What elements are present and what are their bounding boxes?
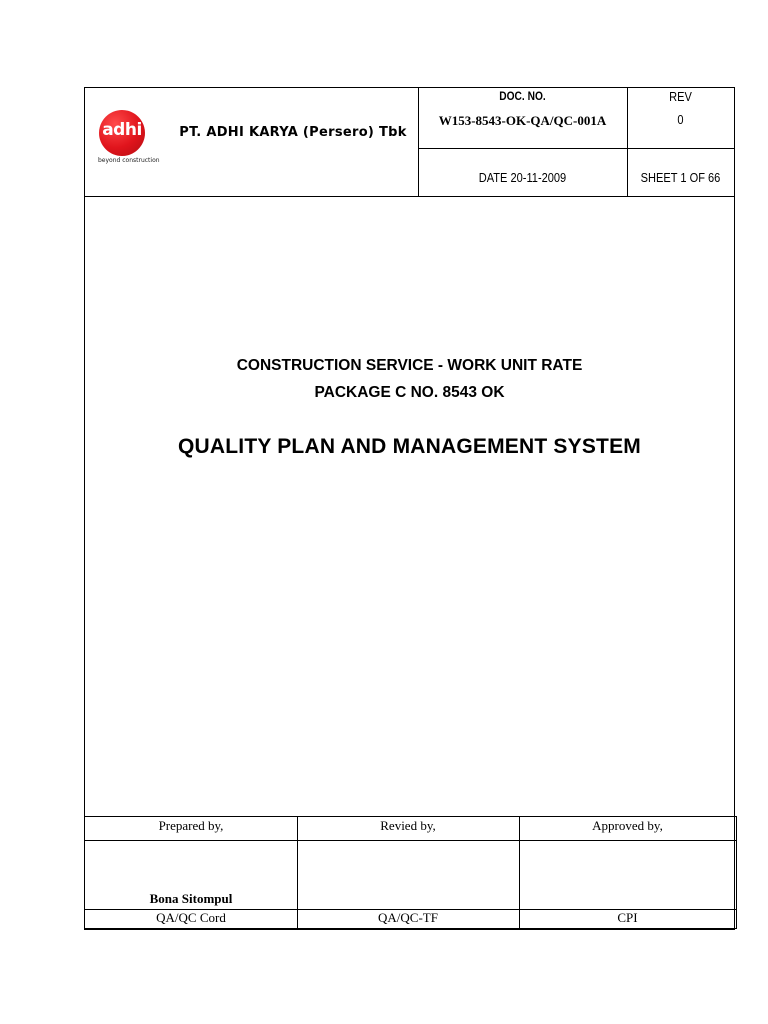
document-frame	[84, 87, 735, 930]
sheet-number: SHEET 1 OF 66	[640, 170, 721, 185]
sig-divider-right	[736, 816, 737, 928]
document-header	[85, 88, 734, 197]
sig-line-bottom	[85, 928, 737, 929]
subtitle-line-1: CONSTRUCTION SERVICE - WORK UNIT RATE	[236, 357, 583, 374]
revision-value: 0	[677, 112, 684, 127]
approved-by-role: CPI	[617, 910, 638, 925]
doc-number-cell	[418, 88, 628, 149]
approved-by-label: Approved by,	[592, 818, 663, 833]
company-cell	[85, 88, 419, 196]
sig-line-header	[85, 840, 737, 841]
logo-text: adhi	[102, 120, 142, 140]
revised-by-label: Revied by,	[380, 818, 436, 833]
prepared-by-name: Bona Sitompul	[149, 891, 233, 906]
main-title: QUALITY PLAN AND MANAGEMENT SYSTEM	[178, 435, 641, 458]
doc-number-value: W153-8543-OK-QA/QC-001A	[438, 113, 607, 128]
logo-tagline: beyond construction	[98, 157, 160, 164]
adhi-logo-icon	[98, 110, 160, 164]
revision-label: REV	[669, 89, 692, 104]
company-name: PT. ADHI KARYA (Persero) Tbk	[179, 125, 407, 140]
sheet-cell	[627, 149, 734, 196]
document-date: DATE 20-11-2009	[478, 170, 567, 185]
prepared-by-label: Prepared by,	[158, 818, 224, 833]
sig-line-top	[85, 816, 737, 817]
doc-number-label: DOC. NO.	[499, 89, 546, 103]
prepared-by-role: QA/QC Cord	[156, 910, 226, 925]
signature-table	[85, 816, 736, 928]
date-cell	[418, 149, 628, 196]
revised-by-role: QA/QC-TF	[378, 910, 438, 925]
subtitle-line-2: PACKAGE C NO. 8543 OK	[314, 384, 505, 401]
revision-cell	[627, 88, 734, 149]
